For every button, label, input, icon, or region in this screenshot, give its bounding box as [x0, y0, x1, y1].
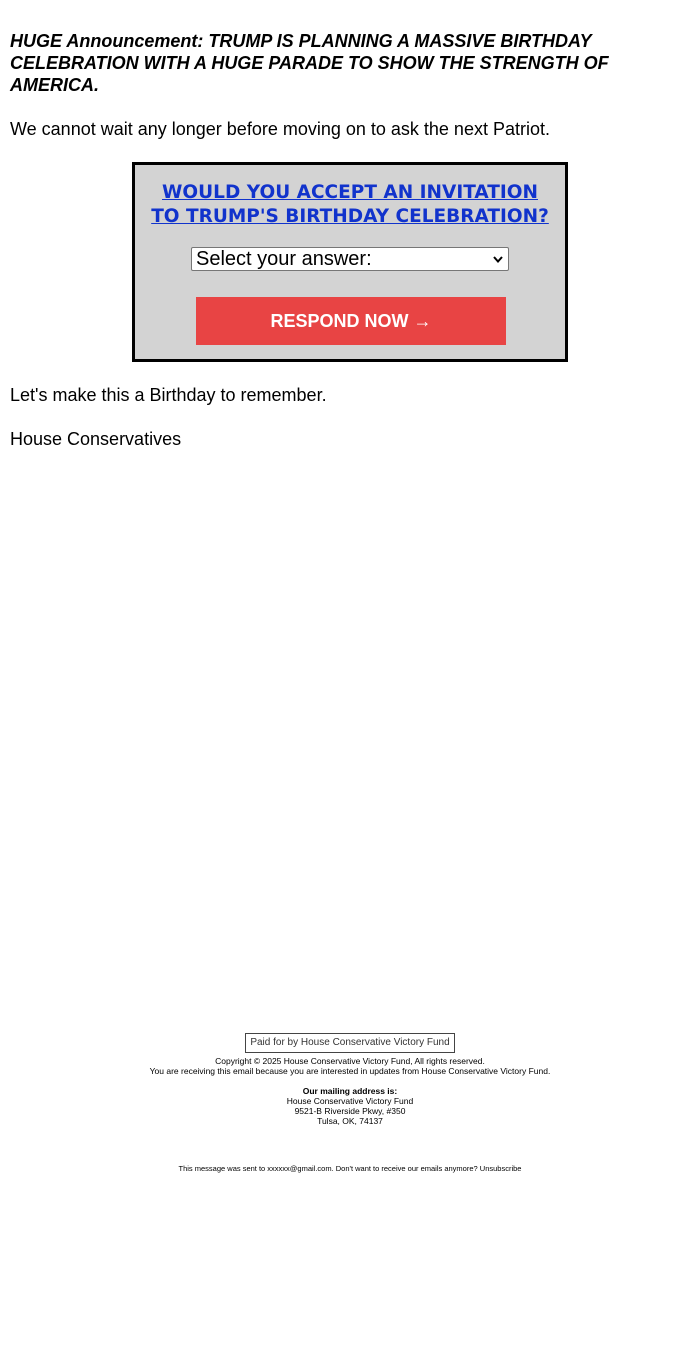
mailing-address — [0, 1086, 700, 1126]
closing-text: Let's make this a Birthday to remember. — [10, 385, 327, 405]
closing-section — [10, 384, 690, 450]
invitation-card — [132, 162, 568, 362]
question-line-2: TO TRUMP'S BIRTHDAY CELEBRATION? — [151, 206, 549, 227]
paid-for-disclaimer: Paid for by House Conservative Victory Fund — [245, 1033, 454, 1053]
unsubscribe-link[interactable]: Unsubscribe — [479, 1164, 522, 1173]
address-city: Tulsa, OK, 74137 — [317, 1116, 383, 1126]
copyright-text: Copyright © 2025 House Conservative Victory Fund, All rights reserved. — [215, 1056, 485, 1066]
address-street: 9521-B Riverside Pkwy, #350 — [294, 1106, 406, 1116]
intro-text: We cannot wait any longer before moving on to ask the next Patriot. — [10, 119, 550, 139]
signature: House Conservatives — [10, 429, 182, 449]
sent-to-text: This message was sent to xxxxxx@gmail.com. Don't want to receive our emails anymore? — [178, 1164, 478, 1173]
headline: HUGE Announcement: TRUMP IS PLANNING A MASSIVE BIRTHDAY CELEBRATION WITH A HUGE PARADE TO SHOW THE STRENGTH OF AMERICA. — [10, 31, 609, 95]
chevron-down-icon — [492, 253, 504, 265]
answer-select[interactable] — [191, 247, 509, 271]
invitation-question-link[interactable] — [135, 181, 565, 229]
question-line-1: WOULD YOU ACCEPT AN INVITATION — [162, 182, 538, 203]
sent-to-line — [0, 1164, 700, 1174]
email-body — [10, 30, 690, 140]
answer-select-value: Select your answer: — [196, 248, 372, 270]
address-name: House Conservative Victory Fund — [286, 1096, 414, 1106]
receiving-reason-text: You are receiving this email because you are interested in updates from House Conservative Victory Fund. — [149, 1066, 551, 1076]
respond-now-button[interactable]: RESPOND NOW → — [196, 297, 506, 345]
email-footer — [0, 1032, 700, 1182]
mailing-address-heading: Our mailing address is: — [302, 1086, 398, 1096]
